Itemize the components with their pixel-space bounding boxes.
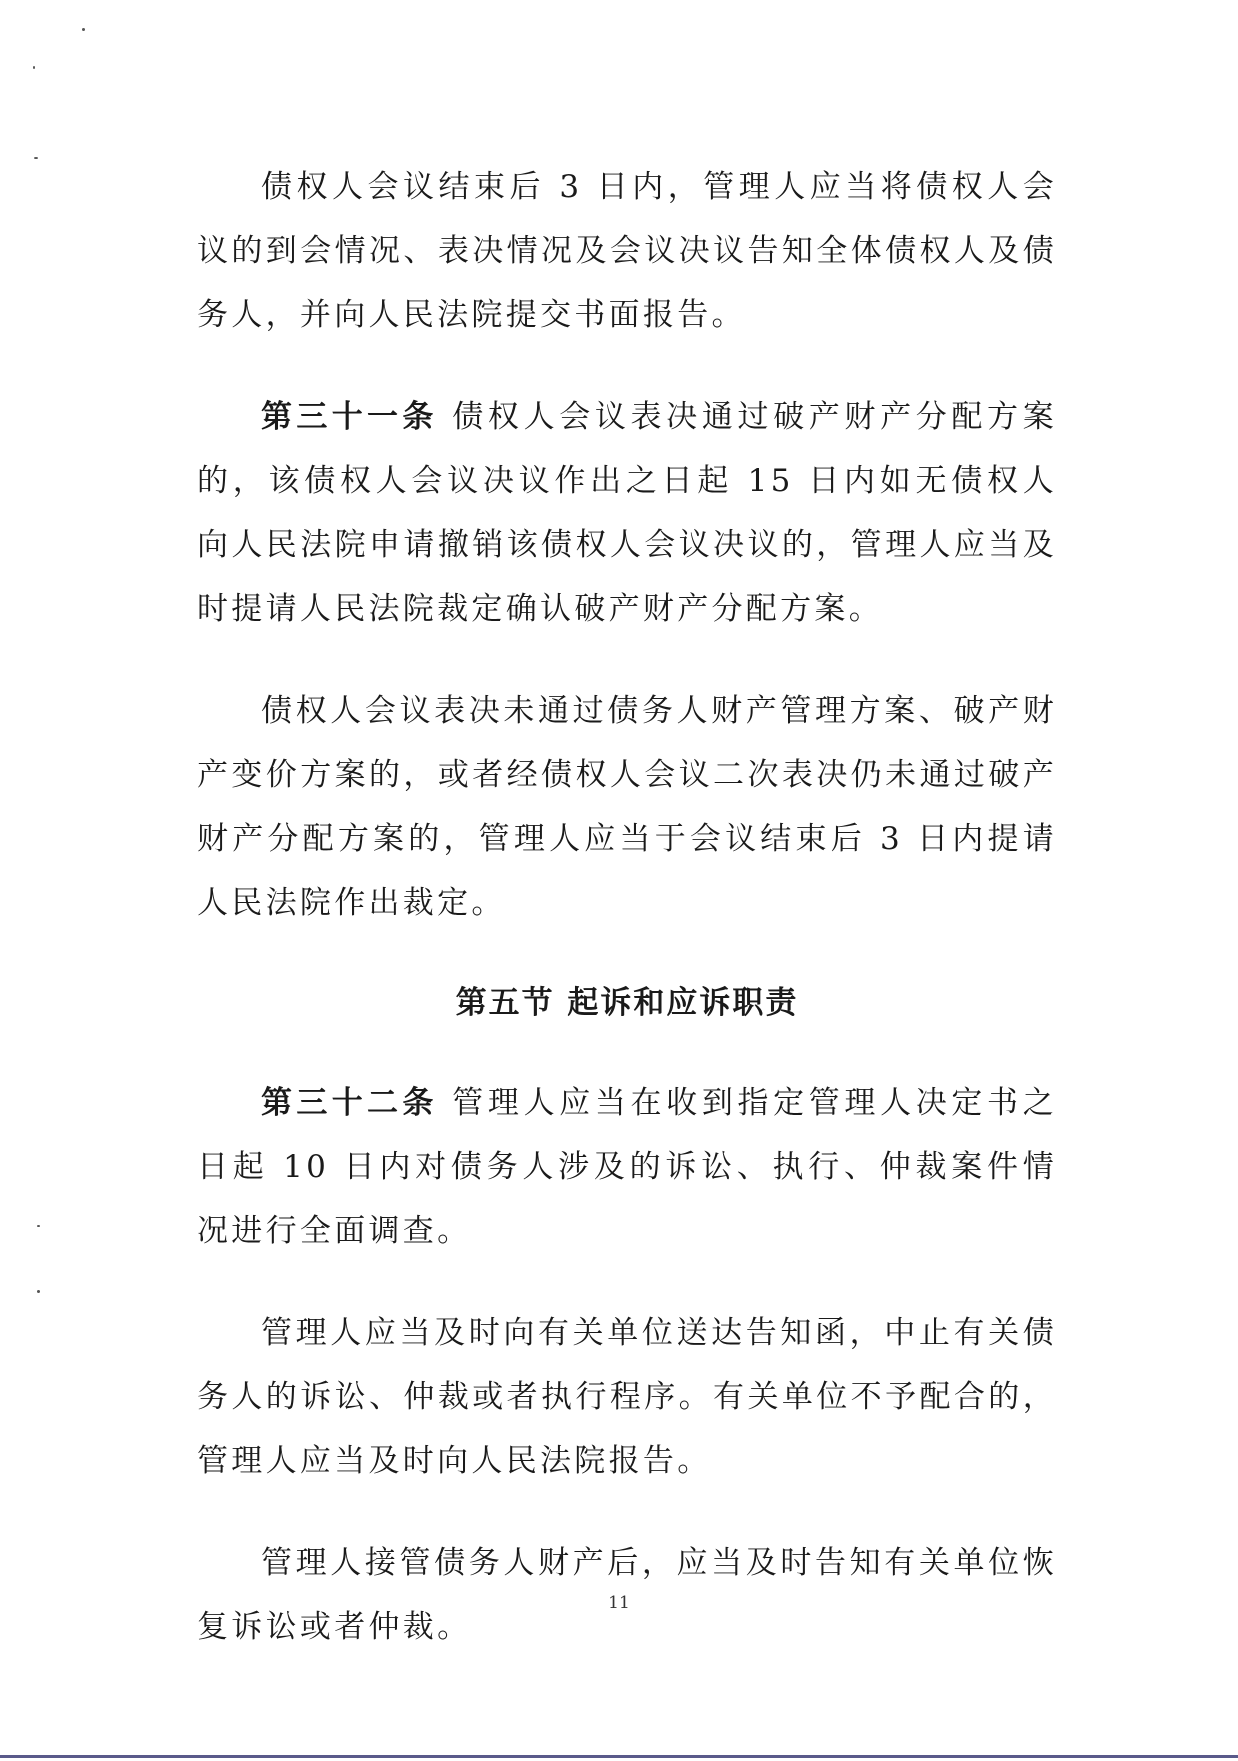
page-number: 11: [608, 1593, 630, 1613]
paragraph-text: 管理人应当及时向有关单位送达告知函，中止有关债务人的诉讼、仲裁或者执行程序。有关单位不予配合的，管理人应当及时向人民法院报告。: [197, 1315, 1057, 1479]
scan-speck: [34, 157, 38, 159]
paragraph-5: [197, 1301, 1057, 1493]
article-text: 债权人会议表决通过破产财产分配方案的，该债权人会议决议作出之日起 15 日内如无债权人向人民法院申请撤销该债权人会议决议的，管理人应当及时提请人民法院裁定确认破产财产分配方案。: [197, 399, 1057, 627]
paragraph-3: [197, 679, 1057, 935]
article-label: 第三十一条: [261, 399, 438, 435]
paragraph-text: 管理人接管债务人财产后，应当及时告知有关单位恢复诉讼或者仲裁。: [197, 1545, 1057, 1645]
scan-speck: [33, 66, 35, 69]
scan-bottom-edge: [0, 1755, 1238, 1758]
scan-speck: [82, 28, 85, 31]
paragraph-text: 债权人会议结束后 3 日内，管理人应当将债权人会议的到会情况、表决情况及会议决议告知全体债权人及债务人，并向人民法院提交书面报告。: [197, 169, 1057, 333]
document-body: [197, 155, 1057, 1659]
scan-speck: [37, 1290, 40, 1293]
article-32: [197, 1071, 1057, 1263]
scan-speck: [37, 1225, 40, 1227]
section-heading: 第五节 起诉和应诉职责: [455, 985, 799, 1021]
article-label: 第三十二条: [261, 1085, 438, 1121]
article-text: 管理人应当在收到指定管理人决定书之日起 10 日内对债务人涉及的诉讼、执行、仲裁案件情况进行全面调查。: [197, 1085, 1057, 1249]
article-31: [197, 385, 1057, 641]
paragraph-text: 债权人会议表决未通过债务人财产管理方案、破产财产变价方案的，或者经债权人会议二次表决仍未通过破产财产分配方案的，管理人应当于会议结束后 3 日内提请人民法院作出裁定。: [197, 693, 1057, 921]
paragraph-1: [197, 155, 1057, 347]
